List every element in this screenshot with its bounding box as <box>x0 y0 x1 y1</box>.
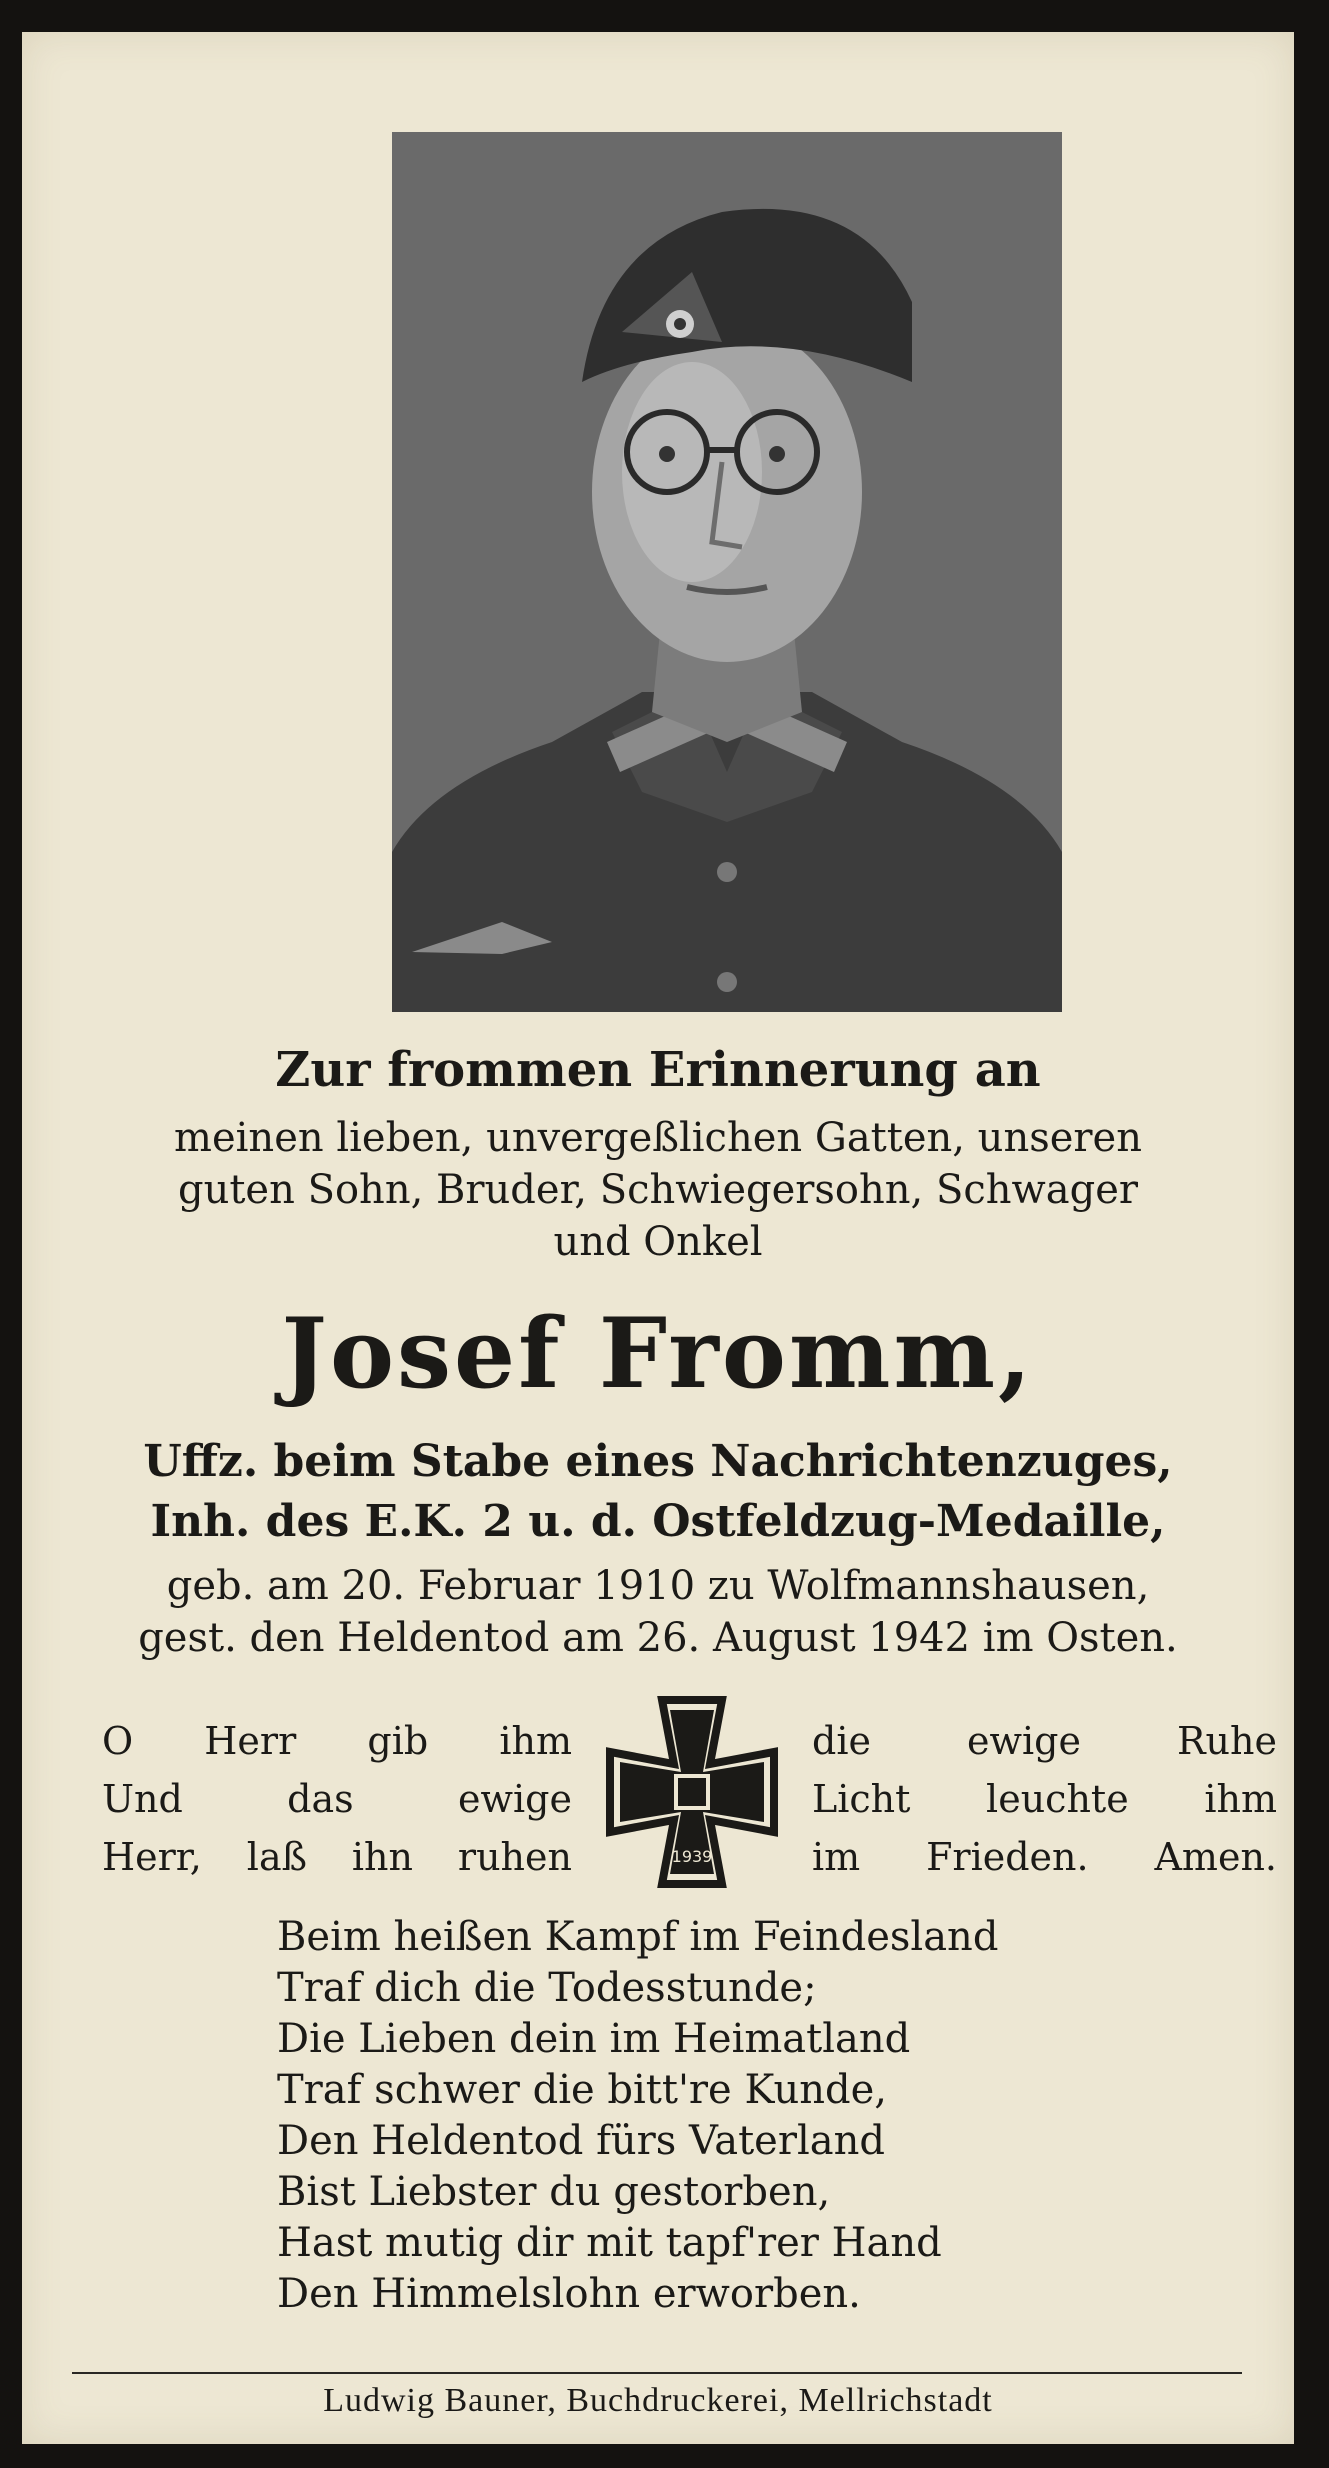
poem-line: Den Heldentod fürs Vaterland <box>277 2118 885 2164</box>
prayer-line: Licht leuchte ihm <box>812 1777 1277 1821</box>
cross-year: 1939 <box>671 1847 713 1866</box>
iron-cross-icon <box>592 1692 792 1892</box>
intro-line: und Onkel <box>553 1219 763 1265</box>
date-line: gest. den Heldentod am 26. August 1942 im Osten. <box>138 1615 1178 1661</box>
heading-text: Zur frommen Erinnerung an <box>275 1042 1041 1098</box>
poem-line: Die Lieben dein im Heimatland <box>277 2016 911 2062</box>
poem-line: Traf schwer die bitt're Kunde, <box>277 2067 887 2113</box>
prayer-line: Herr, laß ihn ruhen <box>102 1835 572 1879</box>
rank-and-honors <box>22 1432 1294 1552</box>
prayer-right-column <box>812 1712 1277 1886</box>
prayer-line: die ewige Ruhe <box>812 1719 1277 1763</box>
deceased-name <box>22 1297 1294 1410</box>
memorial-card <box>22 32 1294 2444</box>
soldier-portrait-image <box>392 132 1062 1012</box>
prayer-line: Und das ewige <box>102 1777 572 1821</box>
prayer-line: im Frieden. Amen. <box>812 1835 1277 1879</box>
memorial-poem <box>277 1912 1177 2320</box>
date-line: geb. am 20. Februar 1910 zu Wolfmannshausen, <box>166 1563 1150 1609</box>
footer-divider <box>72 2372 1242 2374</box>
prayer-line: O Herr gib ihm <box>102 1719 572 1763</box>
poem-line: Traf dich die Todesstunde; <box>277 1965 817 2011</box>
intro-line: meinen lieben, unvergeßlichen Gatten, unseren <box>174 1115 1142 1161</box>
poem-line: Den Himmelslohn erworben. <box>277 2271 861 2317</box>
poem-line: Hast mutig dir mit tapf'rer Hand <box>277 2220 942 2266</box>
intro-line: guten Sohn, Bruder, Schwiegersohn, Schwager <box>177 1167 1139 1213</box>
intro-text <box>22 1112 1294 1268</box>
portrait-photo <box>392 132 1062 1012</box>
printer-credit: Ludwig Bauner, Buchdruckerei, Mellrichstadt <box>323 2382 993 2419</box>
poem-line: Bist Liebster du gestorben, <box>277 2169 831 2215</box>
rank-line: Uffz. beim Stabe eines Nachrichtenzuges, <box>143 1436 1173 1487</box>
life-dates <box>22 1560 1294 1664</box>
heading <box>22 1042 1294 1098</box>
prayer-left-column <box>102 1712 572 1886</box>
poem-line: Beim heißen Kampf im Feindesland <box>277 1914 999 1960</box>
rank-line: Inh. des E.K. 2 u. d. Ostfeldzug-Medaille, <box>150 1496 1166 1547</box>
name-text: Josef Fromm, <box>281 1297 1035 1410</box>
